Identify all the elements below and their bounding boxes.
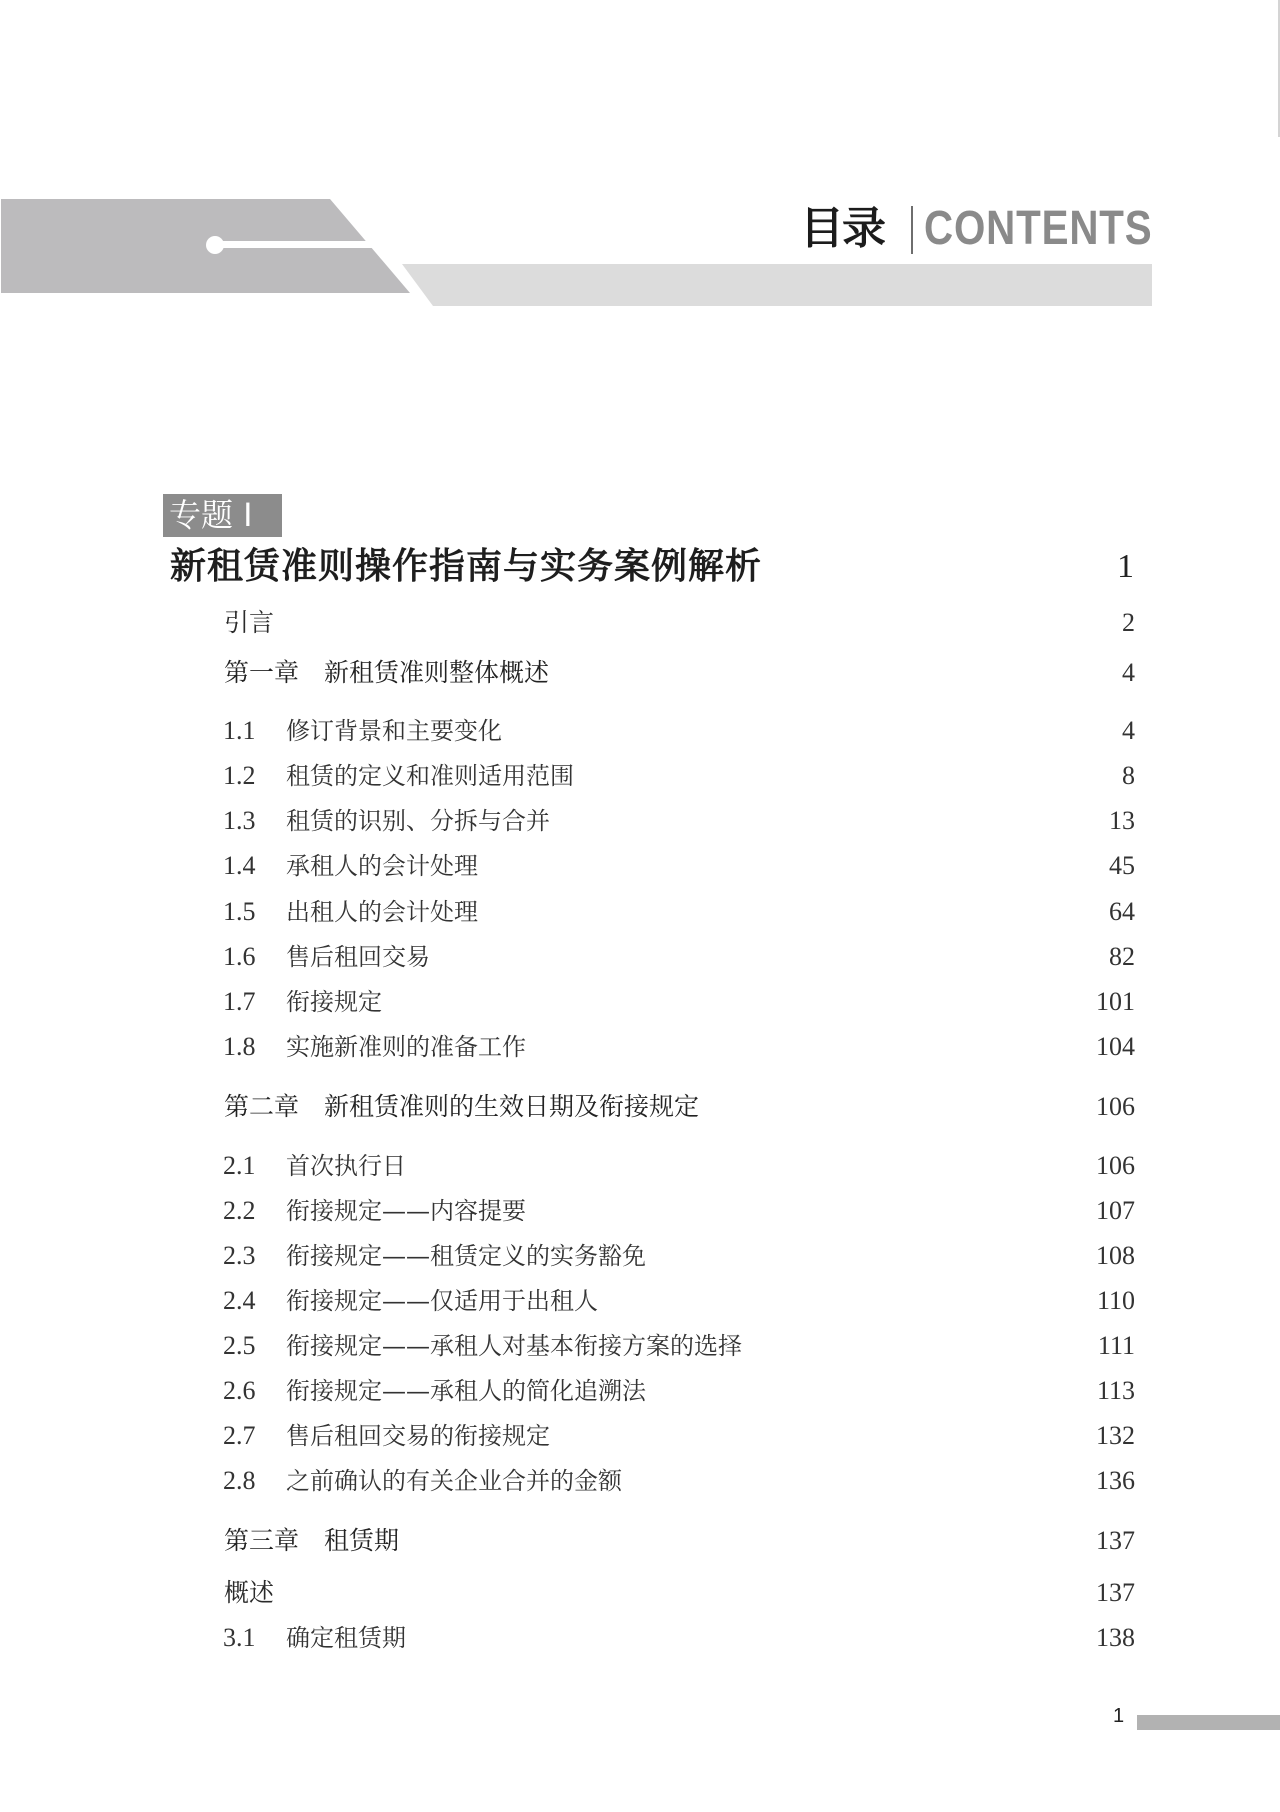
toc-entry-row[interactable]: [0, 892, 1280, 932]
toc-entry-row[interactable]: [0, 603, 1280, 643]
toc-entry-row[interactable]: [0, 1326, 1280, 1366]
banner-light-bar: [402, 264, 1152, 306]
toc-section-number: 1.3: [223, 806, 256, 835]
toc-entry-row[interactable]: [0, 1573, 1280, 1613]
title-divider: [911, 206, 913, 254]
toc-page-number: 108: [1096, 1241, 1135, 1270]
toc-entry-label: 衔接规定: [286, 988, 382, 1016]
toc-entry-label: 衔接规定——承租人对基本衔接方案的选择: [286, 1332, 742, 1360]
toc-page-number: 13: [1109, 806, 1135, 835]
toc-page-number: 4: [1122, 658, 1135, 687]
toc-page-number: 137: [1096, 1578, 1135, 1607]
toc-page-number: 111: [1097, 1331, 1135, 1360]
toc-entry-label: 之前确认的有关企业合并的金额: [286, 1467, 622, 1495]
toc-section-number: 2.4: [223, 1286, 256, 1315]
toc-entry-row[interactable]: [0, 1371, 1280, 1411]
toc-page-number: 132: [1096, 1421, 1135, 1450]
toc-page-number: 113: [1096, 1376, 1135, 1405]
toc-entry-row[interactable]: [0, 982, 1280, 1022]
toc-page-number: 8: [1122, 761, 1135, 790]
topic-badge: 专题 I: [163, 494, 282, 537]
toc-page-number: 107: [1096, 1196, 1135, 1225]
toc-section-number: 2.7: [223, 1421, 256, 1450]
toc-entry-row[interactable]: [0, 1146, 1280, 1186]
banner-dot-icon: [206, 236, 224, 254]
toc-entry-label: 租赁的识别、分拆与合并: [286, 807, 550, 835]
toc-section-number: 1.2: [223, 761, 256, 790]
toc-entry-label: 实施新准则的准备工作: [286, 1033, 526, 1061]
toc-entry-label: 出租人的会计处理: [286, 898, 478, 926]
toc-entry-label: 概述: [224, 1578, 275, 1607]
toc-entry-row[interactable]: [0, 1236, 1280, 1276]
toc-entry-label: 租赁的定义和准则适用范围: [286, 762, 574, 790]
footer-bar: [1137, 1715, 1280, 1730]
toc-page-number: 106: [1096, 1151, 1135, 1180]
toc-entry-row[interactable]: [0, 846, 1280, 886]
toc-page-number: 45: [1109, 851, 1135, 880]
toc-section-number: 2.6: [223, 1376, 256, 1405]
toc-entry-label: 修订背景和主要变化: [286, 717, 502, 745]
toc-section-number: 2.5: [223, 1331, 256, 1360]
toc-entry-row[interactable]: [0, 711, 1280, 751]
toc-entry-label: 承租人的会计处理: [286, 852, 478, 880]
toc-page-number: 110: [1096, 1286, 1135, 1315]
toc-entry-label: 衔接规定——内容提要: [286, 1197, 526, 1225]
toc-entry-label: 第三章 租赁期: [224, 1526, 400, 1555]
toc-section-number: 1.6: [223, 942, 256, 971]
toc-page-number: 104: [1096, 1032, 1135, 1061]
footer-page-number: 1: [1113, 1705, 1125, 1727]
toc-page-number: 101: [1096, 987, 1135, 1016]
toc-section-number: 1.1: [223, 716, 256, 745]
toc-chapter-row[interactable]: [0, 653, 1280, 693]
banner-white-line: [215, 241, 375, 248]
topic-title[interactable]: 新租赁准则操作指南与实务案例解析: [170, 546, 763, 587]
toc-page-number: 138: [1096, 1623, 1135, 1652]
toc-entry-row[interactable]: [0, 1618, 1280, 1658]
toc-page-number: 82: [1109, 942, 1135, 971]
toc-section-number: 1.8: [223, 1032, 256, 1061]
toc-entry-label: 第二章 新租赁准则的生效日期及衔接规定: [224, 1092, 700, 1121]
toc-entry-row[interactable]: [0, 937, 1280, 977]
toc-section-number: 2.3: [223, 1241, 256, 1270]
contents-title-en: CONTENTS: [924, 202, 1153, 255]
toc-entry-label: 首次执行日: [286, 1152, 406, 1180]
toc-page-number: 4: [1122, 716, 1135, 745]
toc-entry-row[interactable]: [0, 756, 1280, 796]
toc-entry-label: 确定租赁期: [286, 1624, 406, 1652]
toc-page-number: 137: [1096, 1526, 1135, 1555]
toc-section-number: 1.7: [223, 987, 256, 1016]
toc-page-number: 2: [1122, 608, 1135, 637]
toc-entry-row[interactable]: [0, 1416, 1280, 1456]
toc-entry-label: 引言: [224, 608, 275, 637]
toc-entry-row[interactable]: [0, 1027, 1280, 1067]
toc-entry-label: 衔接规定——承租人的简化追溯法: [286, 1377, 646, 1405]
toc-section-number: 1.5: [223, 897, 256, 926]
toc-page-number: 136: [1096, 1466, 1135, 1495]
toc-page-number: 64: [1109, 897, 1135, 926]
topic-page-number: 1: [1117, 548, 1134, 585]
toc-page-number: 106: [1096, 1092, 1135, 1121]
toc-entry-row[interactable]: [0, 801, 1280, 841]
toc-entry-label: 衔接规定——仅适用于出租人: [286, 1287, 598, 1315]
toc-section-number: 1.4: [223, 851, 256, 880]
toc-section-number: 2.1: [223, 1151, 256, 1180]
toc-entry-row[interactable]: [0, 1191, 1280, 1231]
toc-entry-label: 售后租回交易的衔接规定: [286, 1422, 550, 1450]
toc-entry-label: 第一章 新租赁准则整体概述: [224, 658, 550, 687]
toc-entry-row[interactable]: [0, 1281, 1280, 1321]
contents-title-cn: 目录: [800, 203, 884, 254]
toc-entry-row[interactable]: [0, 1461, 1280, 1501]
toc-chapter-row[interactable]: [0, 1087, 1280, 1127]
toc-section-number: 3.1: [223, 1623, 256, 1652]
toc-section-number: 2.2: [223, 1196, 256, 1225]
toc-entry-label: 衔接规定——租赁定义的实务豁免: [286, 1242, 646, 1270]
toc-chapter-row[interactable]: [0, 1521, 1280, 1561]
toc-section-number: 2.8: [223, 1466, 256, 1495]
toc-entry-label: 售后租回交易: [286, 943, 430, 971]
